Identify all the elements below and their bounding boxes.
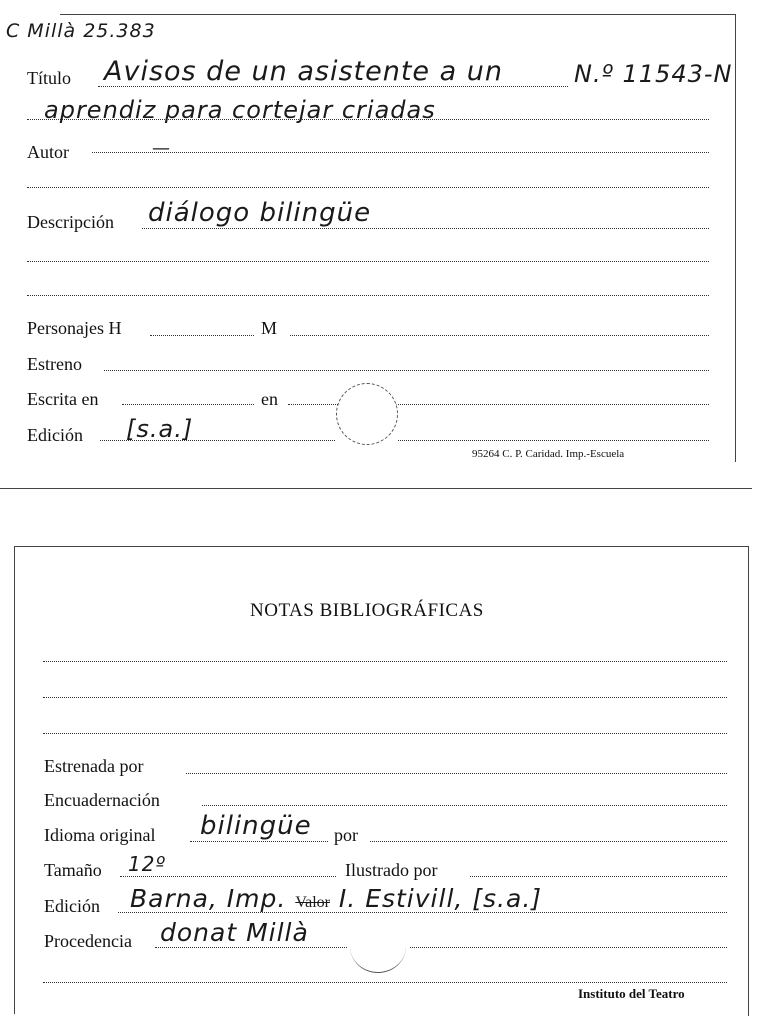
ilustrado-por-line [470, 876, 727, 877]
value-edicion: [s.a.] [126, 415, 194, 443]
label-edicion-2: Edición [44, 896, 100, 916]
label-en: en [261, 389, 278, 409]
value-edicion-2-part1: Barna, Imp. [130, 884, 287, 913]
autor-line [92, 152, 709, 153]
label-personajes-h: Personajes H [27, 318, 122, 338]
value-numero: N.º 11543-N [574, 60, 733, 88]
bottom-line [43, 982, 727, 983]
personajes-m-line [290, 335, 709, 336]
descripcion-line-2 [27, 261, 709, 262]
personajes-h-line [150, 335, 254, 336]
descripcion-line-3 [27, 295, 709, 296]
label-m: M [261, 318, 278, 338]
label-estreno: Estreno [27, 354, 82, 374]
encuadernacion-line [202, 805, 727, 806]
label-titulo: Título [27, 68, 71, 88]
label-procedencia: Procedencia [44, 931, 132, 951]
value-idioma-original: bilingüe [200, 811, 312, 841]
label-escrita-en: Escrita en [27, 389, 99, 409]
printer-imprint: 95264 C. P. Caridad. Imp.-Escuela [472, 448, 625, 460]
punch-hole-2 [350, 920, 406, 973]
value-tamano: 12º [128, 852, 166, 876]
label-encuadernacion: Encuadernación [44, 790, 160, 810]
label-idioma-original: Idioma original [44, 825, 156, 845]
value-titulo-line-2: aprendiz para cortejar criadas [44, 96, 436, 124]
value-autor: — [152, 138, 171, 159]
punch-hole [336, 383, 398, 445]
idioma-original-line [190, 841, 328, 842]
tamano-line [120, 876, 336, 877]
autor-line-2 [27, 187, 709, 188]
descripcion-line [142, 228, 709, 229]
label-autor: Autor [27, 142, 69, 162]
label-estrenada-por: Estrenada por [44, 756, 144, 776]
edicion-line-right [398, 440, 709, 441]
label-descripcion: Descripción [27, 212, 114, 232]
label-por: por [334, 825, 358, 845]
value-edicion-2 [130, 884, 542, 913]
value-edicion-2-struck: Valor [295, 894, 330, 911]
procedencia-line [155, 947, 347, 948]
card-footer: Instituto del Teatro [578, 986, 685, 1001]
card-heading: NOTAS BIBLIOGRÁFICAS [250, 600, 484, 621]
notes-line-3 [43, 733, 727, 734]
label-ilustrado-por: Ilustrado por [345, 860, 438, 880]
value-titulo-line-1: Avisos de un asistente a un [104, 56, 503, 87]
value-descripcion: diálogo bilingüe [148, 198, 372, 228]
label-tamano: Tamaño [44, 860, 102, 880]
value-edicion-2-part2: I. Estivill, [s.a.] [338, 884, 543, 913]
notes-line-2 [43, 697, 727, 698]
estreno-line [104, 370, 709, 371]
notes-line-1 [43, 661, 727, 662]
estrenada-por-line [186, 773, 727, 774]
value-procedencia: donat Millà [160, 918, 309, 947]
procedencia-line-right [410, 947, 727, 948]
en-line-right [396, 404, 709, 405]
label-edicion: Edición [27, 425, 83, 445]
escrita-en-line [122, 404, 254, 405]
por-line [370, 841, 727, 842]
catalog-note: C Millà 25.383 [6, 20, 156, 42]
